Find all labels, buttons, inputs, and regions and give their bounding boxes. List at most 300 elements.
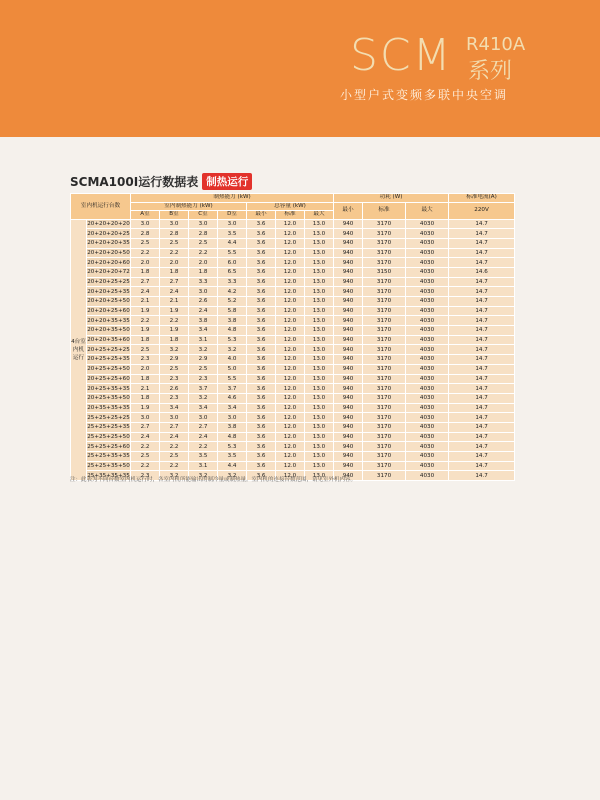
value-cell: 3.8 xyxy=(218,422,247,432)
value-cell: 2.2 xyxy=(131,248,160,258)
value-cell: 940 xyxy=(334,471,363,481)
value-cell: 5.3 xyxy=(218,335,247,345)
value-cell: 3170 xyxy=(363,403,406,413)
combo-cell: 25+25+25+50 xyxy=(87,433,130,440)
table-row xyxy=(71,326,515,336)
tagline: 小型户式变频多联中央空调 xyxy=(339,88,508,102)
value-cell: 4.8 xyxy=(218,432,247,442)
combo-cell: 25+25+35+50 xyxy=(87,463,130,470)
value-cell: 13.0 xyxy=(305,432,334,442)
combo-cell: 20+25+25+60 xyxy=(87,375,130,382)
value-cell: 2.7 xyxy=(131,277,160,287)
value-cell: 3.3 xyxy=(189,277,218,287)
value-cell: 13.0 xyxy=(305,258,334,268)
value-cell: 1.9 xyxy=(131,306,160,316)
value-cell: 940 xyxy=(334,248,363,258)
value-cell: 3170 xyxy=(363,326,406,336)
header-current: 标准电流(A) xyxy=(449,194,515,203)
brand-series: 系列 xyxy=(468,59,513,84)
value-cell: 13.0 xyxy=(305,393,334,403)
value-cell: 13.0 xyxy=(305,442,334,452)
value-cell: 2.2 xyxy=(189,442,218,452)
value-cell: 3170 xyxy=(363,471,406,481)
value-cell: 2.5 xyxy=(131,238,160,248)
value-cell: 13.0 xyxy=(305,229,334,239)
value-cell: 12.0 xyxy=(276,345,305,355)
value-cell: 940 xyxy=(334,442,363,452)
value-cell: 12.0 xyxy=(276,326,305,336)
value-cell: 12.0 xyxy=(276,267,305,277)
value-cell: 3.6 xyxy=(247,355,276,365)
value-cell: 2.6 xyxy=(160,384,189,394)
table-body xyxy=(71,219,515,481)
value-cell: 3.6 xyxy=(247,219,276,229)
header-indoor-capacity: 室内制热能力 (kW) xyxy=(131,202,247,211)
value-cell: 940 xyxy=(334,384,363,394)
value-cell: 12.0 xyxy=(276,452,305,462)
value-cell: 3170 xyxy=(363,287,406,297)
value-cell: 2.4 xyxy=(160,287,189,297)
value-cell: 3.2 xyxy=(160,345,189,355)
value-cell: 2.3 xyxy=(160,374,189,384)
value-cell: 3170 xyxy=(363,238,406,248)
brand-scm: SCM xyxy=(350,30,453,81)
combo-cell: 20+20+20+60 xyxy=(87,259,130,266)
value-cell: 12.0 xyxy=(276,471,305,481)
value-cell: 3.2 xyxy=(160,471,189,481)
combo-cell: 20+20+20+72 xyxy=(87,269,130,276)
value-cell: 12.0 xyxy=(276,248,305,258)
value-cell: 4030 xyxy=(406,452,449,462)
value-cell: 5.3 xyxy=(218,442,247,452)
value-cell: 13.0 xyxy=(305,248,334,258)
value-cell: 3.6 xyxy=(247,229,276,239)
value-cell: 4030 xyxy=(406,471,449,481)
value-cell: 13.0 xyxy=(305,461,334,471)
value-cell: 2.6 xyxy=(189,297,218,307)
header-voltage: 220V xyxy=(449,202,515,219)
value-cell: 2.7 xyxy=(160,277,189,287)
value-cell: 3.2 xyxy=(189,471,218,481)
value-cell: 14.7 xyxy=(449,403,515,413)
value-cell: 4030 xyxy=(406,238,449,248)
value-cell: 940 xyxy=(334,432,363,442)
value-cell: 2.2 xyxy=(160,248,189,258)
value-cell: 12.0 xyxy=(276,422,305,432)
value-cell: 2.4 xyxy=(131,432,160,442)
value-cell: 3.7 xyxy=(218,384,247,394)
value-cell: 2.5 xyxy=(160,364,189,374)
table-row xyxy=(71,432,515,442)
value-cell: 3.2 xyxy=(218,345,247,355)
value-cell: 13.0 xyxy=(305,306,334,316)
table-row xyxy=(71,258,515,268)
value-cell: 14.7 xyxy=(449,277,515,287)
value-cell: 3170 xyxy=(363,384,406,394)
table-row xyxy=(71,248,515,258)
value-cell: 5.5 xyxy=(218,374,247,384)
value-cell: 5.0 xyxy=(218,364,247,374)
value-cell: 2.1 xyxy=(160,297,189,307)
value-cell: 4030 xyxy=(406,248,449,258)
value-cell: 12.0 xyxy=(276,229,305,239)
value-cell: 3.6 xyxy=(247,316,276,326)
table-row xyxy=(71,461,515,471)
brand-refrigerant: R410A xyxy=(466,34,526,55)
value-cell: 4.4 xyxy=(218,461,247,471)
value-cell: 940 xyxy=(334,326,363,336)
value-cell: 4.2 xyxy=(218,287,247,297)
footnote: 注：此表为不同台数室内机运行时，各室内机所能输出的制冷量或制热量。室内机的连接台数范围，请见室外机内容。 xyxy=(70,477,357,483)
value-cell: 12.0 xyxy=(276,287,305,297)
value-cell: 3.4 xyxy=(189,403,218,413)
value-cell: 2.2 xyxy=(160,461,189,471)
value-cell: 4030 xyxy=(406,374,449,384)
value-cell: 4030 xyxy=(406,364,449,374)
value-cell: 3.6 xyxy=(247,413,276,423)
value-cell: 2.8 xyxy=(189,229,218,239)
value-cell: 3.4 xyxy=(189,326,218,336)
value-cell: 940 xyxy=(334,335,363,345)
value-cell: 3.5 xyxy=(189,452,218,462)
value-cell: 3.0 xyxy=(131,219,160,229)
value-cell: 2.4 xyxy=(131,287,160,297)
value-cell: 3170 xyxy=(363,229,406,239)
value-cell: 3.6 xyxy=(247,345,276,355)
value-cell: 4030 xyxy=(406,287,449,297)
table-row xyxy=(71,335,515,345)
value-cell: 940 xyxy=(334,238,363,248)
value-cell: 1.9 xyxy=(160,306,189,316)
table-row xyxy=(71,374,515,384)
value-cell: 3170 xyxy=(363,335,406,345)
operation-data-table xyxy=(70,193,515,481)
value-cell: 4030 xyxy=(406,432,449,442)
value-cell: 4030 xyxy=(406,335,449,345)
value-cell: 3.6 xyxy=(247,432,276,442)
value-cell: 3170 xyxy=(363,452,406,462)
value-cell: 14.7 xyxy=(449,442,515,452)
value-cell: 13.0 xyxy=(305,374,334,384)
value-cell: 13.0 xyxy=(305,384,334,394)
header-power: 功耗 (W) xyxy=(334,194,449,203)
value-cell: 2.4 xyxy=(160,432,189,442)
value-cell: 13.0 xyxy=(305,355,334,365)
value-cell: 3.0 xyxy=(160,413,189,423)
value-cell: 14.7 xyxy=(449,238,515,248)
value-cell: 3.6 xyxy=(247,248,276,258)
table-row xyxy=(71,422,515,432)
value-cell: 2.5 xyxy=(160,238,189,248)
value-cell: 3.6 xyxy=(247,442,276,452)
value-cell: 3.2 xyxy=(218,471,247,481)
value-cell: 940 xyxy=(334,267,363,277)
value-cell: 14.7 xyxy=(449,364,515,374)
value-cell: 3170 xyxy=(363,364,406,374)
value-cell: 3170 xyxy=(363,355,406,365)
value-cell: 3.6 xyxy=(247,297,276,307)
value-cell: 2.0 xyxy=(189,258,218,268)
value-cell: 5.2 xyxy=(218,297,247,307)
value-cell: 3170 xyxy=(363,258,406,268)
value-cell: 1.8 xyxy=(131,267,160,277)
value-cell: 4030 xyxy=(406,306,449,316)
value-cell: 3170 xyxy=(363,219,406,229)
value-cell: 12.0 xyxy=(276,393,305,403)
value-cell: 14.7 xyxy=(449,422,515,432)
value-cell: 6.5 xyxy=(218,267,247,277)
value-cell: 940 xyxy=(334,374,363,384)
value-cell: 4030 xyxy=(406,442,449,452)
value-cell: 2.5 xyxy=(189,238,218,248)
value-cell: 13.0 xyxy=(305,335,334,345)
value-cell: 940 xyxy=(334,219,363,229)
value-cell: 12.0 xyxy=(276,238,305,248)
value-cell: 4030 xyxy=(406,277,449,287)
header-max: 最大 xyxy=(305,211,334,220)
value-cell: 3.6 xyxy=(247,374,276,384)
value-cell: 4030 xyxy=(406,393,449,403)
value-cell: 2.0 xyxy=(131,258,160,268)
value-cell: 13.0 xyxy=(305,267,334,277)
value-cell: 13.0 xyxy=(305,413,334,423)
value-cell: 4030 xyxy=(406,219,449,229)
value-cell: 12.0 xyxy=(276,442,305,452)
combo-cell: 20+20+35+60 xyxy=(87,337,130,344)
value-cell: 4030 xyxy=(406,345,449,355)
header-power-max: 最大 xyxy=(406,202,449,219)
value-cell: 2.3 xyxy=(131,471,160,481)
value-cell: 2.4 xyxy=(189,306,218,316)
value-cell: 3.6 xyxy=(247,306,276,316)
value-cell: 3.6 xyxy=(247,267,276,277)
value-cell: 3170 xyxy=(363,422,406,432)
value-cell: 3170 xyxy=(363,306,406,316)
value-cell: 4030 xyxy=(406,413,449,423)
value-cell: 2.0 xyxy=(160,258,189,268)
combo-cell: 25+25+25+35 xyxy=(87,424,130,431)
value-cell: 3.1 xyxy=(189,461,218,471)
value-cell: 13.0 xyxy=(305,345,334,355)
combo-cell: 20+20+25+60 xyxy=(87,308,130,315)
value-cell: 14.7 xyxy=(449,316,515,326)
value-cell: 13.0 xyxy=(305,316,334,326)
value-cell: 940 xyxy=(334,277,363,287)
value-cell: 3170 xyxy=(363,393,406,403)
value-cell: 2.2 xyxy=(160,442,189,452)
value-cell: 4.6 xyxy=(218,393,247,403)
value-cell: 3.7 xyxy=(189,384,218,394)
value-cell: 14.7 xyxy=(449,345,515,355)
value-cell: 3.6 xyxy=(247,364,276,374)
table-row xyxy=(71,413,515,423)
value-cell: 1.9 xyxy=(160,326,189,336)
header-power-std: 标准 xyxy=(363,202,406,219)
value-cell: 12.0 xyxy=(276,306,305,316)
value-cell: 4030 xyxy=(406,267,449,277)
value-cell: 2.9 xyxy=(160,355,189,365)
value-cell: 4030 xyxy=(406,384,449,394)
value-cell: 14.7 xyxy=(449,306,515,316)
value-cell: 3.0 xyxy=(189,413,218,423)
value-cell: 3.1 xyxy=(189,335,218,345)
value-cell: 3.0 xyxy=(189,219,218,229)
value-cell: 13.0 xyxy=(305,297,334,307)
value-cell: 3170 xyxy=(363,248,406,258)
table-row xyxy=(71,442,515,452)
value-cell: 3.6 xyxy=(247,403,276,413)
value-cell: 3.0 xyxy=(131,413,160,423)
table-row xyxy=(71,238,515,248)
value-cell: 3.6 xyxy=(247,393,276,403)
value-cell: 2.9 xyxy=(189,355,218,365)
value-cell: 13.0 xyxy=(305,326,334,336)
value-cell: 4030 xyxy=(406,258,449,268)
value-cell: 940 xyxy=(334,403,363,413)
value-cell: 1.8 xyxy=(131,393,160,403)
value-cell: 2.5 xyxy=(189,364,218,374)
value-cell: 3.5 xyxy=(218,452,247,462)
value-cell: 940 xyxy=(334,393,363,403)
table-row xyxy=(71,345,515,355)
value-cell: 3.6 xyxy=(247,238,276,248)
value-cell: 2.2 xyxy=(131,316,160,326)
table-title: SCMA100I运行数据表 xyxy=(70,174,199,189)
value-cell: 14.7 xyxy=(449,471,515,481)
value-cell: 12.0 xyxy=(276,316,305,326)
mode-badge: 制热运行 xyxy=(202,173,252,190)
value-cell: 2.3 xyxy=(189,374,218,384)
combo-cell: 25+35+35+35 xyxy=(87,472,130,479)
combo-cell: 20+20+35+35 xyxy=(87,317,130,324)
value-cell: 3.4 xyxy=(160,403,189,413)
table-row xyxy=(71,267,515,277)
value-cell: 940 xyxy=(334,461,363,471)
value-cell: 3.6 xyxy=(247,326,276,336)
value-cell: 14.7 xyxy=(449,413,515,423)
combo-cell: 20+35+35+35 xyxy=(87,404,130,411)
value-cell: 3.6 xyxy=(247,461,276,471)
header-banner xyxy=(0,0,600,137)
value-cell: 12.0 xyxy=(276,364,305,374)
value-cell: 940 xyxy=(334,229,363,239)
value-cell: 4030 xyxy=(406,355,449,365)
value-cell: 12.0 xyxy=(276,297,305,307)
value-cell: 2.7 xyxy=(131,422,160,432)
value-cell: 3.2 xyxy=(189,345,218,355)
value-cell: 4030 xyxy=(406,326,449,336)
value-cell: 12.0 xyxy=(276,219,305,229)
value-cell: 3.6 xyxy=(247,452,276,462)
value-cell: 14.7 xyxy=(449,384,515,394)
value-cell: 3.2 xyxy=(189,393,218,403)
value-cell: 940 xyxy=(334,258,363,268)
value-cell: 3.6 xyxy=(247,258,276,268)
brand-logo xyxy=(350,30,530,92)
value-cell: 14.7 xyxy=(449,393,515,403)
value-cell: 1.8 xyxy=(189,267,218,277)
value-cell: 13.0 xyxy=(305,471,334,481)
value-cell: 6.0 xyxy=(218,258,247,268)
value-cell: 2.5 xyxy=(131,345,160,355)
value-cell: 2.2 xyxy=(189,248,218,258)
combo-cell: 25+25+25+60 xyxy=(87,443,130,450)
value-cell: 14.7 xyxy=(449,355,515,365)
value-cell: 4.0 xyxy=(218,355,247,365)
value-cell: 12.0 xyxy=(276,432,305,442)
value-cell: 14.7 xyxy=(449,258,515,268)
value-cell: 2.3 xyxy=(160,393,189,403)
combo-cell: 20+20+20+50 xyxy=(87,249,130,256)
value-cell: 12.0 xyxy=(276,335,305,345)
table-row xyxy=(71,277,515,287)
value-cell: 13.0 xyxy=(305,238,334,248)
header-combo: 室内机运行台数 xyxy=(71,194,131,220)
value-cell: 12.0 xyxy=(276,413,305,423)
value-cell: 1.8 xyxy=(160,335,189,345)
value-cell: 2.7 xyxy=(160,422,189,432)
table-row xyxy=(71,452,515,462)
value-cell: 3170 xyxy=(363,316,406,326)
combo-cell: 20+25+25+35 xyxy=(87,356,130,363)
value-cell: 2.8 xyxy=(131,229,160,239)
value-cell: 3.4 xyxy=(218,403,247,413)
combo-cell: 20+20+20+35 xyxy=(87,240,130,247)
value-cell: 4030 xyxy=(406,422,449,432)
value-cell: 3.8 xyxy=(218,316,247,326)
value-cell: 2.0 xyxy=(131,364,160,374)
value-cell: 4.4 xyxy=(218,238,247,248)
value-cell: 12.0 xyxy=(276,461,305,471)
value-cell: 4030 xyxy=(406,461,449,471)
value-cell: 12.0 xyxy=(276,355,305,365)
value-cell: 2.8 xyxy=(160,229,189,239)
value-cell: 940 xyxy=(334,452,363,462)
value-cell: 1.9 xyxy=(131,326,160,336)
table-row xyxy=(71,316,515,326)
value-cell: 2.7 xyxy=(189,422,218,432)
value-cell: 3.6 xyxy=(247,335,276,345)
header-total-capacity: 总容量 (kW) xyxy=(247,202,334,211)
value-cell: 14.7 xyxy=(449,219,515,229)
value-cell: 3.0 xyxy=(218,413,247,423)
value-cell: 3.6 xyxy=(247,471,276,481)
combo-cell: 25+25+35+35 xyxy=(87,453,130,460)
value-cell: 13.0 xyxy=(305,452,334,462)
table-row xyxy=(71,403,515,413)
value-cell: 14.7 xyxy=(449,461,515,471)
table-row xyxy=(71,219,515,229)
value-cell: 3170 xyxy=(363,374,406,384)
value-cell: 940 xyxy=(334,355,363,365)
value-cell: 14.7 xyxy=(449,287,515,297)
value-cell: 3.8 xyxy=(189,316,218,326)
value-cell: 2.1 xyxy=(131,297,160,307)
section-title xyxy=(70,172,252,190)
value-cell: 12.0 xyxy=(276,277,305,287)
value-cell: 12.0 xyxy=(276,258,305,268)
table-row xyxy=(71,364,515,374)
table-row xyxy=(71,287,515,297)
value-cell: 1.8 xyxy=(160,267,189,277)
value-cell: 3170 xyxy=(363,432,406,442)
value-cell: 940 xyxy=(334,345,363,355)
value-cell: 1.8 xyxy=(131,374,160,384)
value-cell: 13.0 xyxy=(305,287,334,297)
value-cell: 940 xyxy=(334,297,363,307)
value-cell: 2.2 xyxy=(131,442,160,452)
value-cell: 3.6 xyxy=(247,422,276,432)
